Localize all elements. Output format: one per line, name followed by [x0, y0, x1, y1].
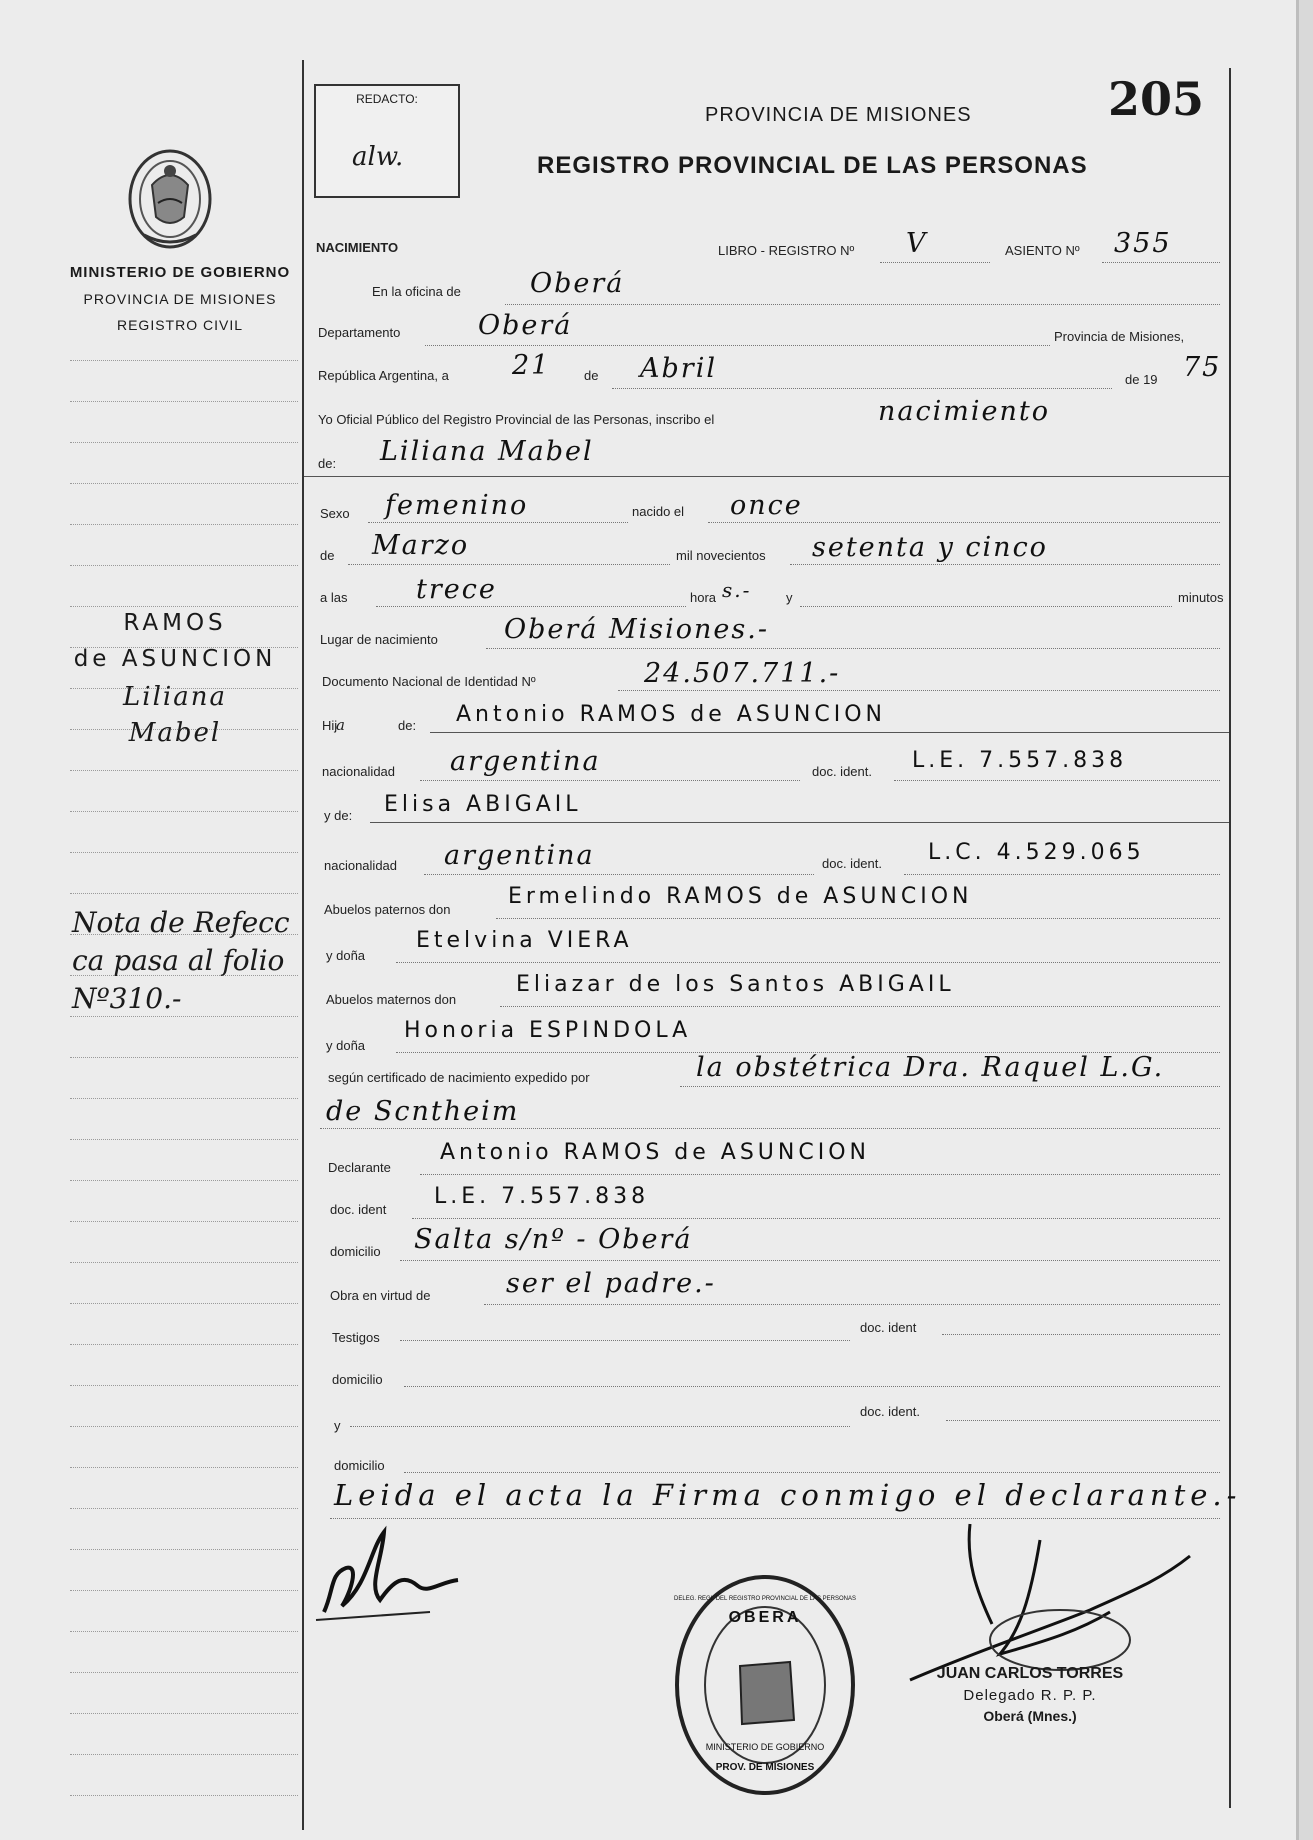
official-role: Delegado R. P. P. [963, 1687, 1097, 1704]
y2-label: y [334, 1418, 341, 1433]
cierre-value: Leida el acta la Firma conmigo el declarante.- [334, 1478, 1242, 1512]
margin-ruled-line [70, 606, 298, 607]
margin-ruled-line [70, 1139, 298, 1140]
margin-ruled-line [70, 524, 298, 525]
redacto-box [314, 84, 460, 198]
margin-note-line: ca pasa al folio [72, 944, 285, 977]
margin-ruled-line [70, 1713, 298, 1714]
departamento-label: Departamento [318, 325, 401, 340]
certificado-value: la obstétrica Dra. Raquel L.G. [696, 1052, 1165, 1083]
oficina-label: En la oficina de [372, 284, 461, 299]
margin-ruled-line [70, 565, 298, 566]
declarante-label: Declarante [328, 1160, 391, 1175]
redacto-label: REDACTO: [356, 92, 418, 106]
nombre-value: Liliana Mabel [380, 436, 594, 467]
abuelo-mat-value: Eliazar de los Santos ABIGAIL [516, 972, 955, 997]
domicilio-value: Salta s/nº - Oberá [414, 1224, 693, 1255]
margin-ruled-line [70, 1262, 298, 1263]
margin-ruled-line [70, 1467, 298, 1468]
abuelos-mat-label: Abuelos maternos don [326, 992, 457, 1007]
madre-nac-value: argentina [444, 840, 595, 871]
official-block [900, 1665, 1160, 1724]
padre-doc-label: doc. ident. [812, 764, 872, 779]
official-stamp [670, 1570, 860, 1800]
margin-ruled-line [70, 1549, 298, 1550]
republica-label: República Argentina, a [318, 368, 449, 383]
decl-doc-value: L.E. 7.557.838 [434, 1184, 650, 1209]
anio-nac-value: setenta y cinco [812, 532, 1048, 563]
padre-nac-value: argentina [450, 746, 601, 777]
y-label: y [786, 590, 793, 605]
padre-nac-label: nacionalidad [322, 764, 396, 779]
domicilio2-label: domicilio [332, 1372, 383, 1387]
margin-ruled-line [70, 1508, 298, 1509]
ministry-line1: MINISTERIO DE GOBIERNO [69, 264, 291, 281]
hij-label: Hij [322, 718, 338, 733]
padre-value: Antonio RAMOS de ASUNCION [456, 702, 886, 727]
margin-ruled-line [70, 401, 298, 402]
libro-label: LIBRO - REGISTRO Nº [718, 243, 855, 258]
yo-oficial-label: Yo Oficial Público del Registro Provincial de las Personas, inscribo el [318, 412, 715, 427]
official-name: JUAN CARLOS TORRES [936, 1665, 1124, 1682]
margin-ruled-line [70, 852, 298, 853]
lugar-label: Lugar de nacimiento [320, 632, 438, 647]
margin-ruled-line [70, 1426, 298, 1427]
frame-right-line [1229, 68, 1231, 1808]
stamp-top-text: OBERA [728, 1609, 802, 1626]
stamp-ring-text: DELEG. REGI. DEL REGISTRO PROVINCIAL DE LAS PERSONAS [674, 1596, 856, 1602]
margin-ruled-line [70, 770, 298, 771]
coat-of-arms-icon [122, 145, 218, 253]
lugar-value: Oberá Misiones.- [504, 614, 769, 645]
mil-label: mil novecientos [676, 548, 766, 563]
madre-doc-label: doc. ident. [822, 856, 882, 871]
certificado-value2: de Scntheim [326, 1096, 520, 1127]
abuelos-pat-label: Abuelos paternos don [324, 902, 451, 917]
asiento-label: ASIENTO Nº [1005, 243, 1080, 258]
ministry-line2: PROVINCIA DE MISIONES [83, 291, 277, 307]
hij-suffix: a [336, 716, 345, 734]
domicilio3-label: domicilio [334, 1458, 385, 1473]
margin-name-note [60, 610, 290, 754]
a-las-label: a las [320, 590, 348, 605]
nacimiento-label: NACIMIENTO [316, 240, 399, 255]
certificado-label: según certificado de nacimiento expedido por [328, 1070, 590, 1085]
madre-doc-value: L.C. 4.529.065 [928, 840, 1145, 865]
obra-label: Obra en virtud de [330, 1288, 431, 1303]
de-nombre-label: de: [318, 456, 337, 471]
de-mes-label: de [320, 548, 335, 563]
testigo2-doc-label: doc. ident. [860, 1404, 920, 1419]
margin-ruled-line [70, 1098, 298, 1099]
margin-ruled-line [70, 1795, 298, 1796]
minutos-label: minutos [1178, 590, 1224, 605]
margin-ruled-line [70, 1303, 298, 1304]
provincia-label: Provincia de Misiones, [1054, 329, 1185, 344]
margin-ruled-line [70, 1344, 298, 1345]
libro-value: V [906, 228, 928, 259]
departamento-value: Oberá [478, 310, 573, 341]
de-19-label: de 19 [1125, 372, 1158, 387]
decl-doc-label: doc. ident [330, 1202, 387, 1217]
inscribo-value: nacimiento [878, 396, 1050, 427]
domicilio-label: domicilio [330, 1244, 381, 1259]
ministry-line3: REGISTRO CIVIL [116, 317, 244, 333]
margin-ruled-line [70, 483, 298, 484]
margin-ruled-line [70, 1590, 298, 1591]
y-dona-pat-label: y doña [326, 948, 366, 963]
margin-name-line: de ASUNCION [73, 646, 277, 672]
margin-ruled-line [70, 360, 298, 361]
dia-value: 21 [512, 350, 551, 381]
de-label: de [584, 368, 599, 383]
declarant-signature [310, 1520, 470, 1630]
margin-ruled-line [70, 1385, 298, 1386]
declarante-value: Antonio RAMOS de ASUNCION [440, 1140, 870, 1165]
abuela-pat-value: Etelvina VIERA [416, 928, 633, 953]
hora-value: trece [416, 574, 497, 605]
y-de-label: y de: [324, 808, 353, 823]
abuela-mat-value: Honoria ESPINDOLA [404, 1018, 692, 1043]
testigos-label: Testigos [332, 1330, 380, 1345]
margin-ruled-line [70, 811, 298, 812]
margin-ruled-line [70, 893, 298, 894]
stamp-bottom-text: PROV. DE MISIONES [715, 1762, 815, 1773]
madre-value: Elisa ABIGAIL [384, 792, 582, 817]
margin-reference-note [72, 906, 312, 1020]
margin-note-line: Nota de Refecc [72, 906, 290, 939]
hora-label: hora [690, 590, 717, 605]
testigo-doc-label: doc. ident [860, 1320, 917, 1335]
margin-name-line: Mabel [128, 718, 222, 748]
nacido-label: nacido el [632, 504, 685, 519]
header-title: REGISTRO PROVINCIAL DE LAS PERSONAS [537, 152, 1088, 179]
mes-value: Abril [640, 353, 717, 384]
obra-value: ser el padre.- [506, 1268, 716, 1299]
margin-ruled-line [70, 1057, 298, 1058]
dni-label: Documento Nacional de Identidad Nº [322, 674, 536, 689]
dni-value: 24.507.711.- [644, 658, 841, 689]
margin-ruled-line [70, 442, 298, 443]
sexo-value: femenino [385, 490, 529, 521]
margin-ruled-line [70, 1754, 298, 1755]
y-dona-mat-label: y doña [326, 1038, 366, 1053]
anio-value: 75 [1183, 352, 1222, 383]
folio-number: 205 [1108, 72, 1205, 126]
redacto-initials: alw. [352, 142, 404, 172]
asiento-value: 355 [1114, 228, 1172, 259]
stamp-inner-text: MINISTERIO DE GOBIERNO [705, 1742, 825, 1752]
ministry-header [60, 264, 300, 333]
header-province: PROVINCIA DE MISIONES [705, 104, 972, 126]
padre-doc-value: L.E. 7.557.838 [912, 748, 1128, 773]
margin-ruled-line [70, 1180, 298, 1181]
hij-de-label: de: [398, 718, 417, 733]
oficina-value: Oberá [530, 268, 625, 299]
margin-name-line: Liliana [123, 682, 227, 712]
margin-note-line: Nº310.- [72, 982, 182, 1015]
margin-ruled-line [70, 1672, 298, 1673]
sexo-label: Sexo [320, 506, 350, 521]
nacido-value: once [730, 490, 803, 521]
margin-name-line: RAMOS [123, 610, 227, 636]
margin-ruled-line [70, 1221, 298, 1222]
hora-suffix: s.- [722, 578, 752, 602]
abuelo-pat-value: Ermelindo RAMOS de ASUNCION [508, 884, 973, 909]
margin-ruled-line [70, 1631, 298, 1632]
mes-nac-value: Marzo [372, 530, 470, 561]
madre-nac-label: nacionalidad [324, 858, 398, 873]
official-place: Oberá (Mnes.) [983, 1708, 1077, 1724]
